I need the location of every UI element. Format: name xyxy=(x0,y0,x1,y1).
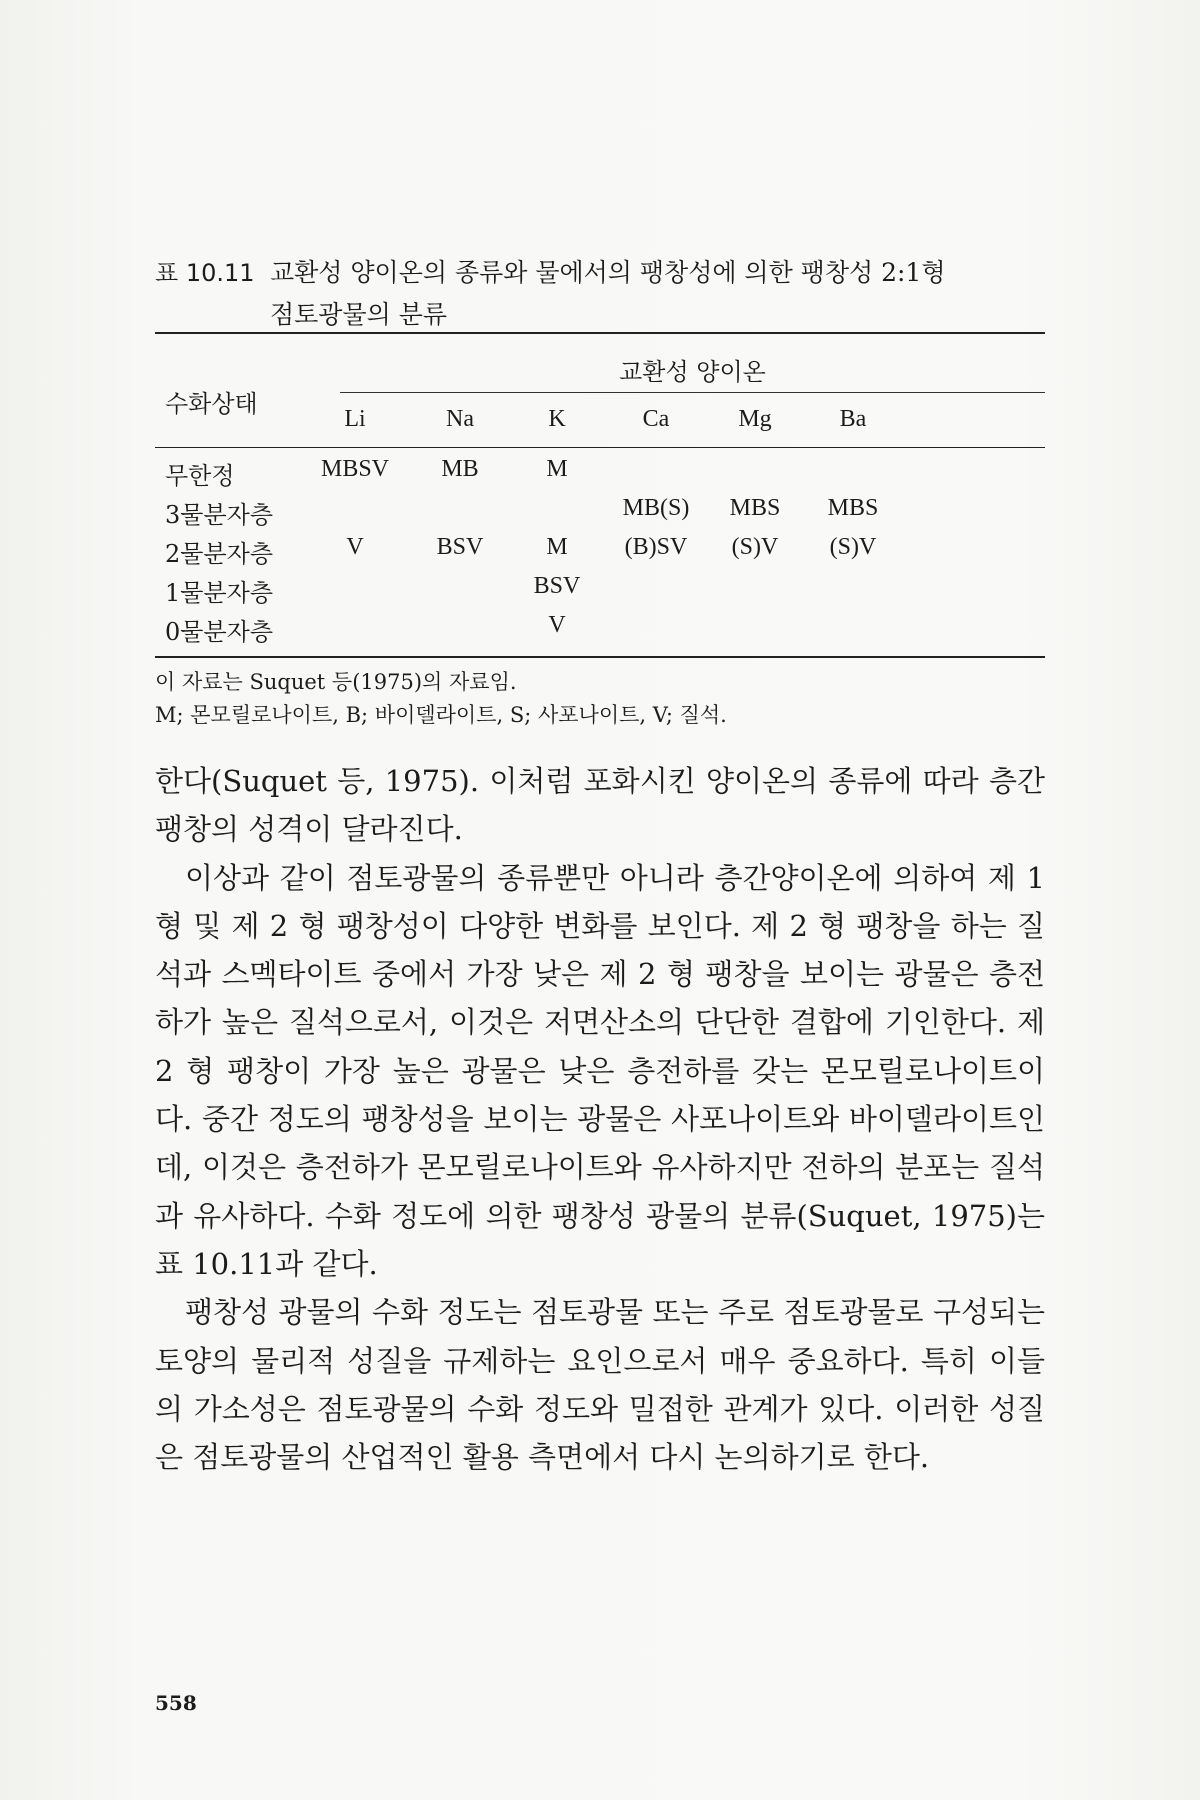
table-cell: (S)V xyxy=(731,534,779,560)
table-cell: BSV xyxy=(533,573,581,599)
table-cell: MB xyxy=(441,456,479,482)
table-caption-line1: 교환성 양이온의 종류와 물에서의 팽창성에 의한 팽창성 2:1형 xyxy=(270,258,946,287)
table-number: 표 10.11 xyxy=(155,259,255,287)
paragraph-1: 한다(Suquet 등, 1975). 이처럼 포화시킨 양이온의 종류에 따라 층간팽창의 성격이 달라진다. xyxy=(155,764,1045,847)
header-ion-ba: Ba xyxy=(839,406,867,432)
table-cell: MBSV xyxy=(320,456,390,482)
header-ion-mg: Mg xyxy=(738,406,772,432)
table-cell: V xyxy=(346,534,364,560)
header-ion-ca: Ca xyxy=(642,406,670,432)
table-cell: V xyxy=(548,612,566,638)
row-label: 3물분자층 xyxy=(165,501,274,529)
table-cell: M xyxy=(546,534,568,560)
header-ion-na: Na xyxy=(446,406,474,432)
paragraph-2: 이상과 같이 점토광물의 종류뿐만 아니라 층간양이온에 의하여 제 1 형 및 제 2 형 팽창성이 다양한 변화를 보인다. 제 2 형 팽창을 하는 질석과 스멕타이트 중에서 가장 낮은 제 2 형 팽창을 보이는 광물은 층전하가 높은 질석으로서, 이것은 저면산소의 단단한 결합에 기인한다. 제 2 형 팽창이 가장 높은 광물은 낮은 층전하를 갖는 몬모릴로나이트이다. 중간 정도의 팽창성을 보이는 광물은 사포나이트와 바이델라이트인데, 이것은 층전하가 몬모릴로나이트와 유사하지만 전하의 분포는 질석과 유사하다. 수화 정도에 의한 팽창성 광물의 분류(Suquet, 1975)는 표 10.11과 같다. xyxy=(155,860,1045,1281)
header-exchange-cation: 교환성 양이온 xyxy=(619,358,766,386)
table-row xyxy=(155,495,1055,535)
row-label: 2물분자층 xyxy=(165,540,274,568)
page-number: 558 xyxy=(155,1691,197,1715)
table-row xyxy=(155,534,1055,574)
table-header-rule xyxy=(155,447,1045,448)
header-ion-li: Li xyxy=(344,406,366,432)
table-cell: MBS xyxy=(729,495,781,521)
body-text xyxy=(155,757,1045,1481)
header-hydration-state: 수화상태 xyxy=(165,390,258,418)
table-row xyxy=(155,573,1055,613)
table-source-note: 이 자료는 Suquet 등(1975)의 자료임. xyxy=(155,670,517,694)
table-caption xyxy=(155,252,1055,336)
table-cell: M xyxy=(546,456,568,482)
table-bottom-rule xyxy=(155,656,1045,658)
table-cell: BSV xyxy=(436,534,484,560)
row-label: 0물분자층 xyxy=(165,618,274,646)
row-label: 1물분자층 xyxy=(165,579,274,607)
table-cell: MBS xyxy=(827,495,879,521)
table-cell: MB(S) xyxy=(622,495,690,521)
table-cell: (S)V xyxy=(829,534,877,560)
table-row xyxy=(155,456,1055,496)
table-caption-line2: 점토광물의 분류 xyxy=(270,300,447,329)
page-content xyxy=(155,0,1055,1800)
paragraph-3: 팽창성 광물의 수화 정도는 점토광물 또는 주로 점토광물로 구성되는 토양의 물리적 성질을 규제하는 요인으로서 매우 중요하다. 특히 이들의 가소성은 점토광물의 수화 정도와 밀접한 관계가 있다. 이러한 성질은 점토광물의 산업적인 활용 측면에서 다시 논의하기로 한다. xyxy=(155,1295,1045,1475)
table-abbreviation-note: M; 몬모릴로나이트, B; 바이델라이트, S; 사포나이트, V; 질석. xyxy=(155,703,727,727)
table-cell: (B)SV xyxy=(624,534,688,560)
row-label: 무한정 xyxy=(165,462,235,490)
header-ion-k: K xyxy=(548,406,566,432)
header-group-rule xyxy=(340,392,1045,393)
table-top-rule xyxy=(155,332,1045,334)
table-row xyxy=(155,612,1055,652)
